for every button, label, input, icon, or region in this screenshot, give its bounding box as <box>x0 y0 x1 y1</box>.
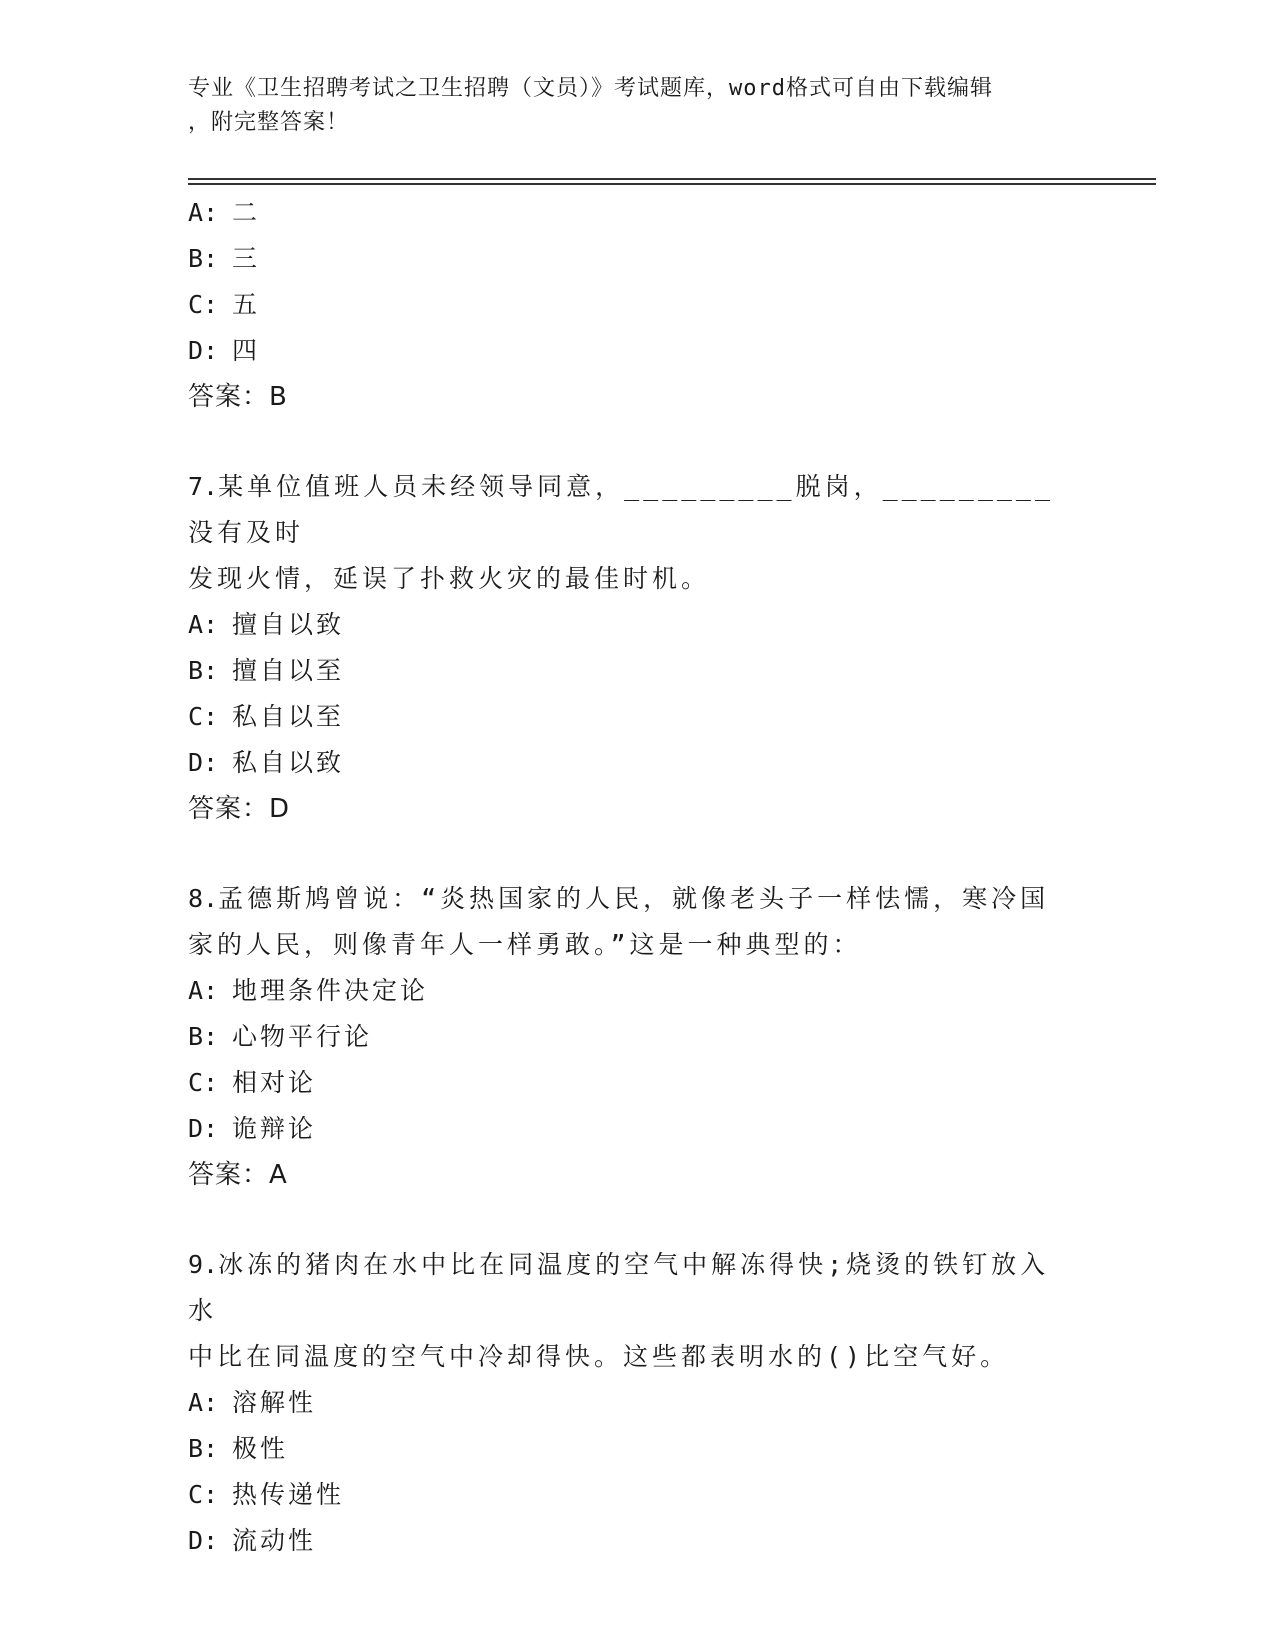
option-letter: A: <box>188 1388 219 1417</box>
option-text: 溶解性 <box>232 1388 317 1417</box>
question-7-answer: 答案：D <box>188 794 291 824</box>
question-6-block <box>188 190 1088 420</box>
option-letter: D: <box>188 748 219 777</box>
question-9-block <box>188 1242 1088 1564</box>
question-7-line-2: 发现火情，延误了扑救火灾的最佳时机。 <box>188 564 711 593</box>
option-text: 擅自以至 <box>232 656 345 685</box>
option-text: 流动性 <box>232 1526 317 1555</box>
question-6-answer: 答案：B <box>188 382 288 412</box>
question-7-stem <box>188 464 1058 602</box>
option-letter: A: <box>188 976 219 1005</box>
option-letter: C: <box>188 1480 219 1509</box>
question-8-option-b <box>188 1014 1088 1060</box>
option-letter: D: <box>188 336 219 365</box>
option-letter: D: <box>188 1526 219 1555</box>
option-letter: B: <box>188 1022 219 1051</box>
question-number: 7. <box>188 472 219 501</box>
question-8-option-a <box>188 968 1088 1014</box>
header-line-1: 专业《卫生招聘考试之卫生招聘（文员）》考试题库，word格式可自由下载编辑 <box>188 76 993 101</box>
question-8-option-d <box>188 1106 1088 1152</box>
question-9-option-c <box>188 1472 1088 1518</box>
question-7-line-1: 某单位值班人员未经领导同意，_________脱岗，_________没有及时 <box>188 472 1055 547</box>
question-8-option-c <box>188 1060 1088 1106</box>
question-7-option-d <box>188 740 1088 786</box>
question-9-option-a <box>188 1380 1088 1426</box>
question-7-option-b <box>188 648 1088 694</box>
question-8-line-1: 孟德斯鸠曾说：“炎热国家的人民，就像老头子一样怯懦，寒冷国 <box>218 884 1050 913</box>
option-text: 三 <box>232 244 261 273</box>
question-9-stem <box>188 1242 1058 1380</box>
question-9-option-b <box>188 1426 1088 1472</box>
question-7-option-a <box>188 602 1088 648</box>
header-rule-top <box>188 178 1156 180</box>
question-8-answer: 答案：A <box>188 1160 288 1190</box>
question-number: 9. <box>188 1250 219 1279</box>
question-8-line-2: 家的人民，则像青年人一样勇敢。”这是一种典型的： <box>188 930 862 959</box>
option-letter: D: <box>188 1114 219 1143</box>
question-6-option-b <box>188 236 1088 282</box>
question-6-option-d <box>188 328 1088 374</box>
option-letter: C: <box>188 702 219 731</box>
question-8-stem <box>188 876 1058 968</box>
question-9-line-2: 中比在同温度的空气中冷却得快。这些都表明水的()比空气好。 <box>188 1342 1010 1371</box>
option-text: 诡辩论 <box>232 1114 317 1143</box>
question-9-option-d <box>188 1518 1088 1564</box>
option-letter: B: <box>188 1434 219 1463</box>
question-6-option-a <box>188 190 1088 236</box>
document-header <box>188 72 1088 140</box>
option-letter: B: <box>188 244 219 273</box>
header-line-2: ，附完整答案！ <box>188 110 350 135</box>
option-letter: A: <box>188 198 219 227</box>
option-text: 五 <box>232 290 261 319</box>
option-letter: A: <box>188 610 219 639</box>
option-text: 私自以至 <box>232 702 345 731</box>
question-7-option-c <box>188 694 1088 740</box>
option-letter: B: <box>188 656 219 685</box>
question-list <box>188 190 1088 1564</box>
option-text: 相对论 <box>232 1068 317 1097</box>
option-text: 热传递性 <box>232 1480 345 1509</box>
option-text: 四 <box>232 336 261 365</box>
option-text: 擅自以致 <box>232 610 345 639</box>
option-letter: C: <box>188 290 219 319</box>
option-text: 心物平行论 <box>232 1022 373 1051</box>
header-rule-bottom <box>188 183 1156 185</box>
option-text: 二 <box>232 198 261 227</box>
question-9-line-1: 冰冻的猪肉在水中比在同温度的空气中解冻得快;烧烫的铁钉放入水 <box>188 1250 1050 1325</box>
question-7-block <box>188 464 1088 832</box>
option-letter: C: <box>188 1068 219 1097</box>
option-text: 地理条件决定论 <box>232 976 429 1005</box>
question-6-option-c <box>188 282 1088 328</box>
option-text: 极性 <box>232 1434 289 1463</box>
question-number: 8. <box>188 884 219 913</box>
question-8-block <box>188 876 1088 1198</box>
option-text: 私自以致 <box>232 748 345 777</box>
